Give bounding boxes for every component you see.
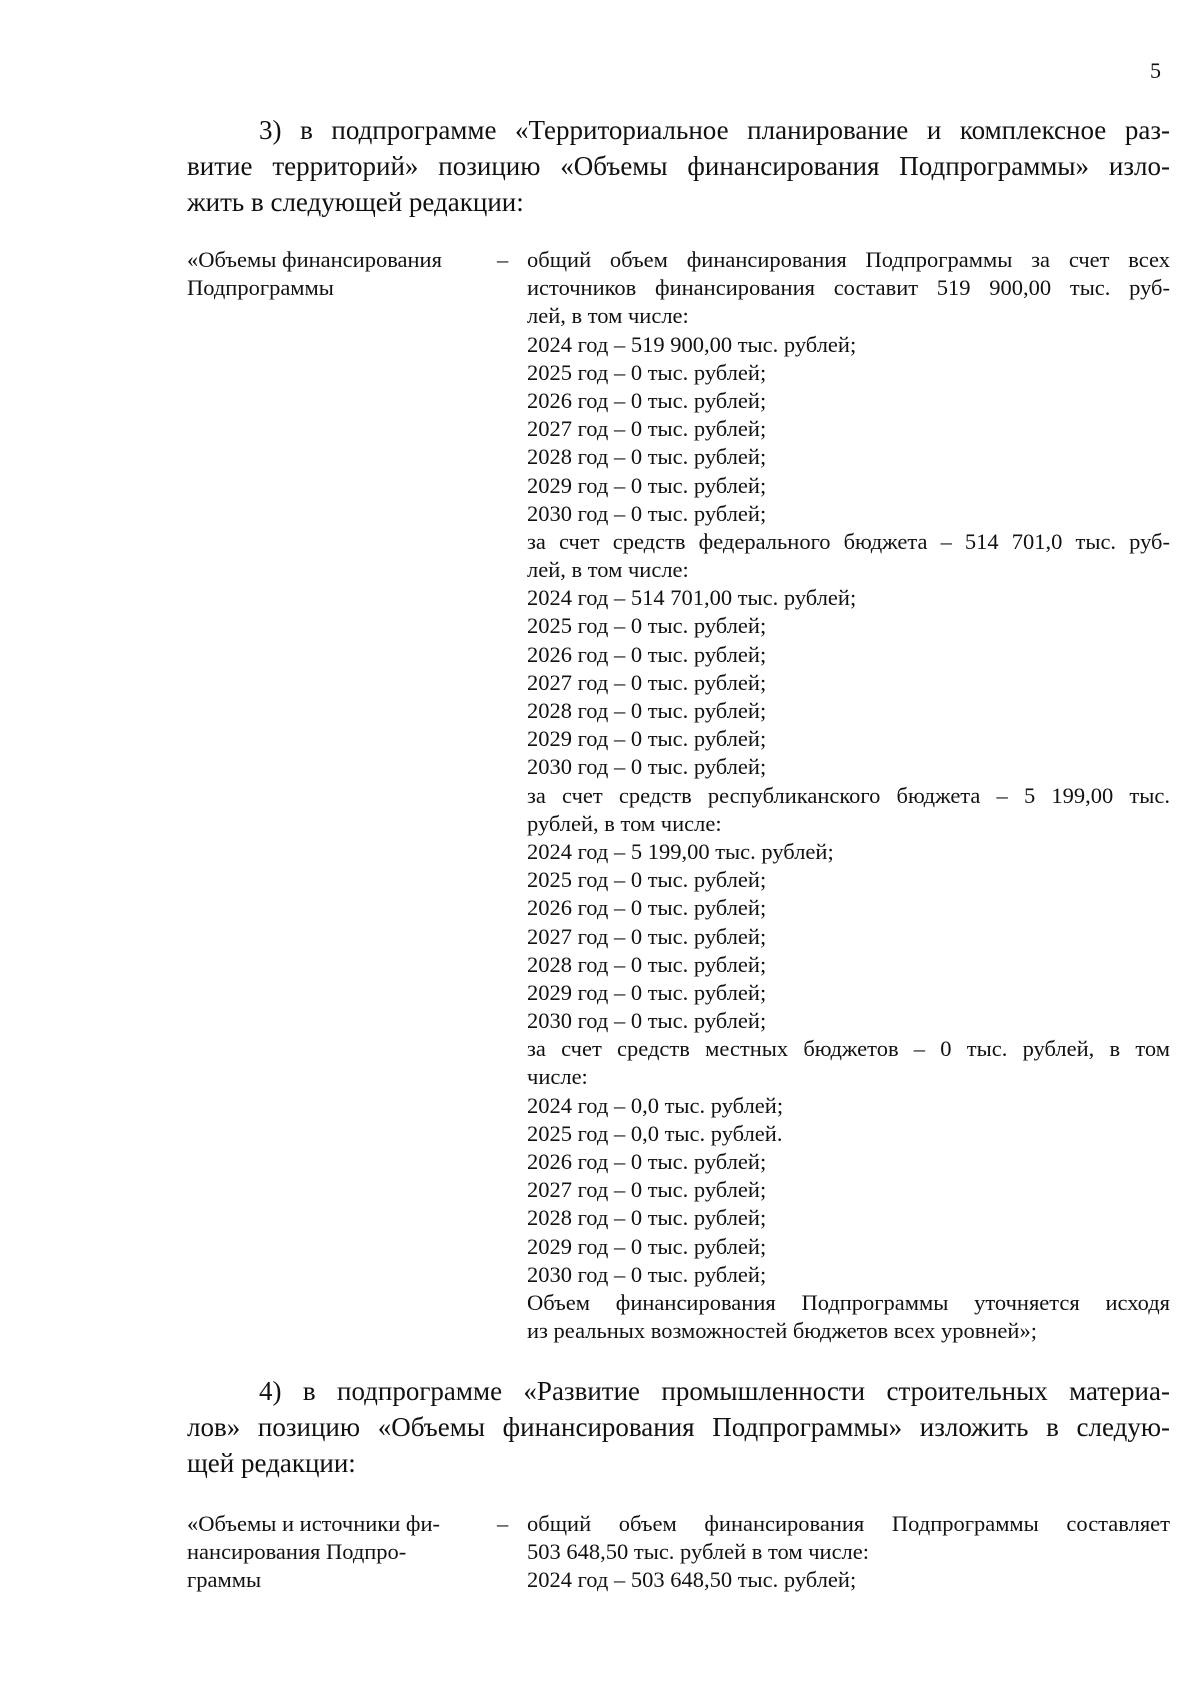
dash-separator: – xyxy=(497,247,509,272)
value-line: числе: xyxy=(527,1064,588,1090)
value-line: 2024 год – 5 199,00 тыс. рублей; xyxy=(527,838,834,864)
value-line: 2026 год – 0 тыс. рублей; xyxy=(527,641,767,667)
value-line: 2027 год – 0 тыс. рублей; xyxy=(527,416,767,442)
value-line: общий объем финансирования Подпрограммы составляет xyxy=(527,1511,1170,1536)
value-line: 2028 год – 0 тыс. рублей; xyxy=(527,444,767,470)
intro-line: витие территорий» позицию «Объемы финансирования Подпрограммы» изло- xyxy=(187,151,1170,181)
value-line: 2029 год – 0 тыс. рублей; xyxy=(527,726,767,752)
value-line: 2030 год – 0 тыс. рублей; xyxy=(527,500,767,526)
value-line: лей, в том числе: xyxy=(527,303,689,329)
intro-line: щей редакции: xyxy=(187,1448,356,1478)
value-line: из реальных возможностей бюджетов всех уровней»; xyxy=(527,1318,1037,1344)
value-line: 2025 год – 0 тыс. рублей; xyxy=(527,359,767,385)
position-value xyxy=(527,1510,1170,1595)
value-line: 2027 год – 0 тыс. рублей; xyxy=(527,669,767,695)
value-line: 2025 год – 0 тыс. рублей; xyxy=(527,867,767,893)
value-line: 2025 год – 0,0 тыс. рублей. xyxy=(527,1120,783,1146)
value-line: 2029 год – 0 тыс. рублей; xyxy=(527,1233,767,1259)
value-line: 2026 год – 0 тыс. рублей; xyxy=(527,387,767,413)
value-line: 2028 год – 0 тыс. рублей; xyxy=(527,698,767,723)
value-line: 2026 год – 0 тыс. рублей; xyxy=(527,895,767,921)
label-line: «Объемы и источники фи- xyxy=(187,1511,440,1536)
value-line: 2024 год – 503 648,50 тыс. рублей; xyxy=(527,1567,857,1593)
value-line: 2030 год – 0 тыс. рублей; xyxy=(527,1261,767,1287)
value-line: 2028 год – 0 тыс. рублей; xyxy=(527,1205,767,1231)
value-line: 2029 год – 0 тыс. рублей; xyxy=(527,979,767,1005)
position-value xyxy=(527,246,1170,1345)
dash-separator: – xyxy=(497,1511,509,1536)
section-4-intro xyxy=(187,1373,1170,1481)
value-line: за счет средств республиканского бюджета – 5 199,00 тыс. xyxy=(527,782,1170,808)
value-line: 2024 год – 0,0 тыс. рублей; xyxy=(527,1092,784,1118)
label-line: нансирования Подпро- xyxy=(187,1539,407,1565)
value-line: 2027 год – 0 тыс. рублей; xyxy=(527,1177,767,1203)
intro-line: 3) в подпрограмме «Территориальное планирование и комплексное раз- xyxy=(259,115,1170,145)
intro-line: жить в следующей редакции: xyxy=(187,187,524,217)
value-line: лей, в том числе: xyxy=(527,557,689,583)
value-line: 2030 год – 0 тыс. рублей; xyxy=(527,1008,767,1034)
value-line: за счет средств федерального бюджета – 514 701,0 тыс. руб- xyxy=(527,528,1170,554)
position-label xyxy=(187,246,477,302)
section-3-intro xyxy=(187,112,1170,220)
value-line: 2024 год – 519 900,00 тыс. рублей; xyxy=(527,331,857,357)
value-line: 2024 год – 514 701,00 тыс. рублей; xyxy=(527,585,857,611)
value-line: общий объем финансирования Подпрограммы за счет всех xyxy=(527,247,1170,272)
value-line: Объем финансирования Подпрограммы уточняется исходя xyxy=(527,1289,1170,1315)
value-line: 2030 год – 0 тыс. рублей; xyxy=(527,754,767,780)
page-number: 5 xyxy=(1150,58,1161,83)
value-line: 2029 год – 0 тыс. рублей; xyxy=(527,472,767,498)
value-line: за счет средств местных бюджетов – 0 тыс. рублей, в том xyxy=(527,1036,1170,1062)
intro-line: лов» позицию «Объемы финансирования Подпрограммы» изложить в следую- xyxy=(187,1412,1170,1442)
value-line: 2025 год – 0 тыс. рублей; xyxy=(527,613,767,639)
value-line: 503 648,50 тыс. рублей в том числе: xyxy=(527,1539,870,1565)
position-label xyxy=(187,1510,477,1595)
label-line: «Объемы финансирования xyxy=(187,247,442,272)
intro-line: 4) в подпрограмме «Развитие промышленности строительных материа- xyxy=(259,1376,1170,1406)
label-line: граммы xyxy=(187,1567,262,1593)
label-line: Подпрограммы xyxy=(187,275,334,301)
value-line: рублей, в том числе: xyxy=(527,810,722,836)
value-line: 2027 год – 0 тыс. рублей; xyxy=(527,923,767,949)
value-line: источников финансирования составит 519 900,00 тыс. руб- xyxy=(527,275,1170,301)
value-line: 2028 год – 0 тыс. рублей; xyxy=(527,951,767,977)
value-line: 2026 год – 0 тыс. рублей; xyxy=(527,1149,767,1174)
